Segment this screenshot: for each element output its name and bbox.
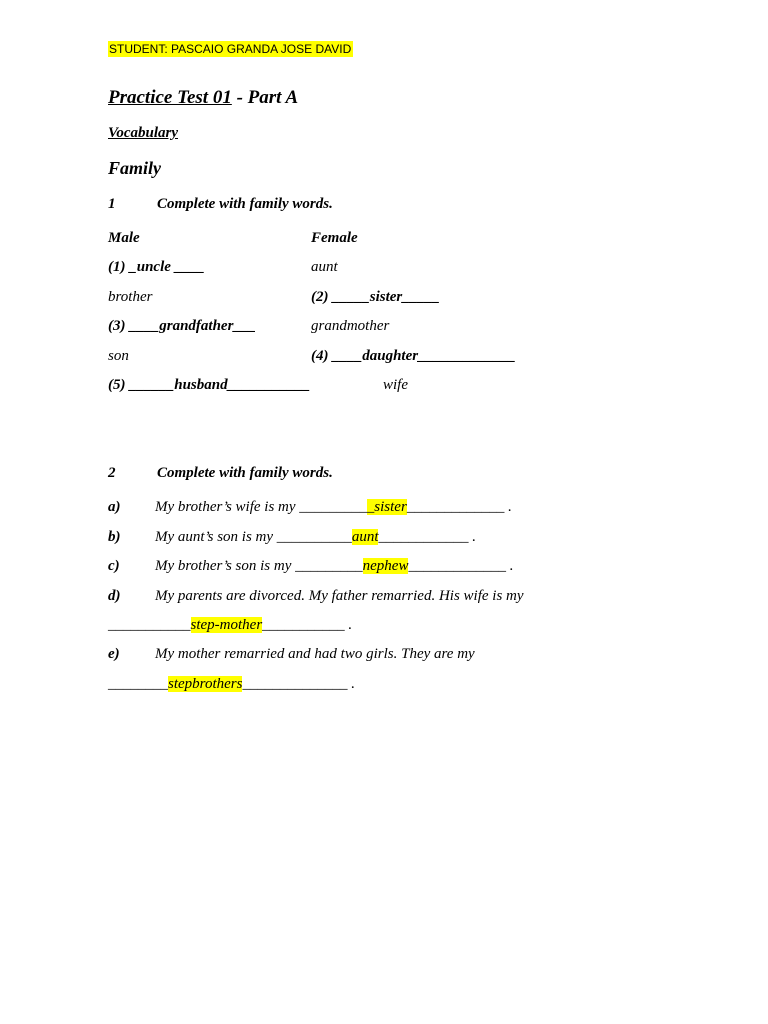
- row3-female: grandmother: [311, 318, 390, 334]
- item-e-label: e): [108, 646, 120, 662]
- item-e-text: My mother remarried and had two girls. They are my: [155, 646, 475, 662]
- item-c-sentence: [155, 558, 513, 575]
- item-d-text: My parents are divorced. My father remarried. His wife is my: [155, 588, 524, 604]
- item-c-label: c): [108, 558, 120, 574]
- item-a-label: a): [108, 499, 121, 515]
- row1-female: aunt: [311, 259, 338, 275]
- item-c-text: My brother’s son is my _________: [155, 558, 363, 574]
- header-male: Male: [108, 230, 140, 246]
- item-c-tail: _____________ .: [408, 558, 514, 574]
- item-d-line2: [108, 617, 352, 634]
- row3-male: (3) ____grandfather___: [108, 318, 256, 334]
- row2-female: (2) _____sister_____: [311, 289, 440, 305]
- header-female: Female: [311, 230, 358, 246]
- item-b-text: My aunt’s son is my __________: [155, 529, 352, 545]
- row5-female: wife: [383, 377, 408, 393]
- item-e-line2: [108, 676, 355, 693]
- title-part: - Part A: [231, 87, 299, 108]
- row2-male: brother: [108, 289, 153, 305]
- section-vocabulary: Vocabulary: [108, 125, 179, 141]
- page-title: [108, 87, 298, 109]
- item-c-answer: nephew: [362, 558, 409, 574]
- section-family: Family: [108, 158, 161, 178]
- item-b-label: b): [108, 529, 121, 545]
- item-a-tail: _____________ .: [406, 499, 512, 515]
- row4-female: (4) ____daughter_____________: [311, 348, 516, 364]
- exercise-2-number: 2: [108, 465, 116, 481]
- item-e-tail: ______________ .: [242, 676, 355, 692]
- title-main: Practice Test 01: [108, 87, 232, 108]
- item-a-answer: _sister: [366, 499, 407, 515]
- item-d-label: d): [108, 588, 121, 604]
- item-b-tail: ____________ .: [378, 529, 476, 545]
- item-d-answer: step-mother: [190, 617, 263, 633]
- item-d-tail: ___________ .: [262, 617, 353, 633]
- item-a-sentence: [155, 499, 512, 516]
- item-b-answer: aunt: [351, 529, 379, 545]
- exercise-1-instruction: Complete with family words.: [157, 196, 333, 212]
- item-d-blank: ___________: [108, 617, 191, 633]
- item-e-blank: ________: [108, 676, 168, 692]
- row5-male: (5) ______husband___________: [108, 377, 311, 393]
- student-name: STUDENT: PASCAIO GRANDA JOSE DAVID: [109, 42, 352, 56]
- row1-male: (1) _uncle ____: [108, 259, 205, 275]
- row4-male: son: [108, 348, 129, 364]
- item-a-text: My brother’s wife is my _________: [155, 499, 367, 515]
- item-b-sentence: [155, 529, 476, 546]
- exercise-1-number: 1: [108, 196, 116, 212]
- item-e-answer: stepbrothers: [168, 676, 243, 692]
- exercise-2-instruction: Complete with family words.: [157, 465, 333, 481]
